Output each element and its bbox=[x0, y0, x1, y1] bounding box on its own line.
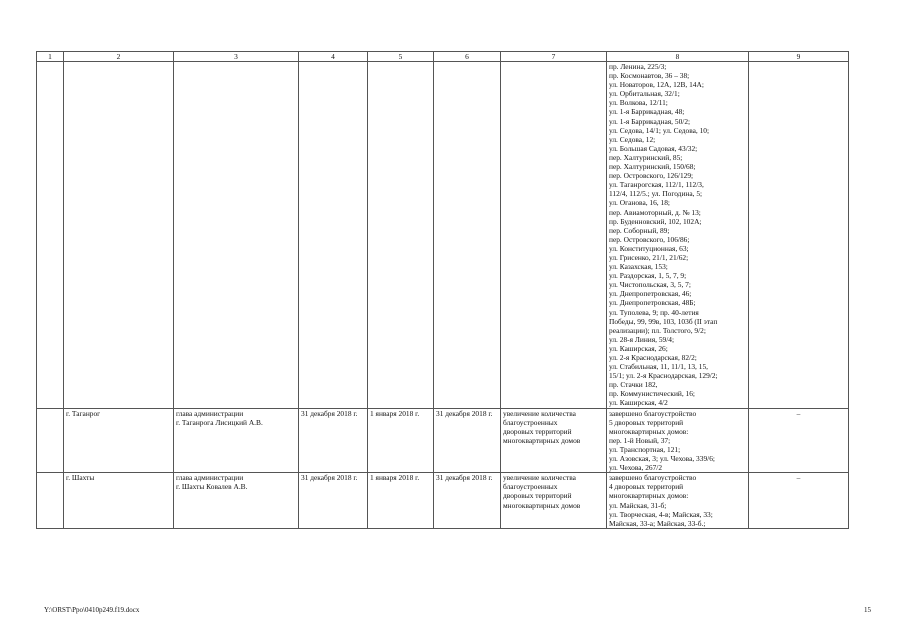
text-line: пер. Халтуринский, 85; bbox=[609, 152, 683, 162]
date-cell bbox=[299, 473, 368, 529]
text-line: 112/4, 112/5.; ул. Погодина, 5; bbox=[609, 189, 703, 199]
text-line: 31 декабря 2018 г. bbox=[301, 408, 358, 418]
cell bbox=[37, 62, 64, 409]
column-number: 5 bbox=[368, 52, 434, 62]
text-line: ул. Седова, 12; bbox=[609, 134, 656, 144]
table-row-taganrog bbox=[37, 408, 849, 473]
text-line: благоустроенных bbox=[503, 482, 558, 492]
text-line: пр. Космонавтов, 36 – 38; bbox=[609, 71, 690, 81]
text-line: ул. Каширская, 26; bbox=[609, 343, 668, 353]
date-cell bbox=[368, 408, 434, 473]
cell bbox=[37, 408, 64, 473]
text-line: г. Шахты Ковалев А.В. bbox=[176, 482, 248, 492]
text-line: пр. Стачки 182, bbox=[609, 380, 658, 390]
text-line: 31 декабря 2018 г. bbox=[436, 473, 493, 483]
text-line: дворовых территорий bbox=[503, 491, 572, 501]
text-line: завершено благоустройство bbox=[609, 408, 697, 418]
cell bbox=[749, 62, 849, 409]
text-line: ул. Казахская, 153; bbox=[609, 262, 668, 272]
column-number: 8 bbox=[607, 52, 749, 62]
text-line: 31 декабря 2018 г. bbox=[301, 473, 358, 483]
date-cell bbox=[434, 408, 501, 473]
text-line: Победы, 99, 99в, 103, 103б (II этап bbox=[609, 316, 718, 326]
text-line: благоустроенных bbox=[503, 417, 558, 427]
cell bbox=[368, 62, 434, 409]
column-number: 4 bbox=[299, 52, 368, 62]
text-line: увеличение количества bbox=[503, 408, 576, 418]
cell bbox=[64, 62, 174, 409]
text-line: пр. Буденновский, 102, 102А; bbox=[609, 216, 702, 226]
city-cell bbox=[64, 473, 174, 529]
text-line: ул. Чехова, 267/2 bbox=[609, 463, 663, 473]
text-line: ул. 1-я Баррикадная, 48; bbox=[609, 107, 685, 117]
data-table bbox=[36, 51, 849, 529]
text-line: Майская, 33-а; Майская, 33-б.; bbox=[609, 518, 706, 528]
text-line: ул. Азовская, 3; ул. Чехова, 339/6; bbox=[609, 454, 715, 464]
text-line: ул. 1-я Баррикадная, 50/2; bbox=[609, 116, 691, 126]
page-number: 15 bbox=[864, 606, 871, 614]
text-line: 5 дворовых территорий bbox=[609, 417, 684, 427]
text-line: ул. Туполева, 9; пр. 40-летия bbox=[609, 307, 699, 317]
text-line: реализации); пл. Толстого, 9/2; bbox=[609, 325, 706, 335]
text-line: ул. Днепропетровская, 48Б; bbox=[609, 298, 696, 308]
goal-cell bbox=[501, 473, 607, 529]
text-line: г. Таганрог bbox=[66, 408, 101, 418]
text-line: пер. Соборный, 89; bbox=[609, 225, 670, 235]
text-line: ул. Новаторов, 12А, 12В, 14А; bbox=[609, 80, 704, 90]
text-line: ул. Стабильная, 11, 11/1, 13, 15, bbox=[609, 362, 708, 372]
text-line: ул. Орбитальная, 32/1; bbox=[609, 89, 680, 99]
cell bbox=[434, 62, 501, 409]
text-line: пер. Халтуринский, 150/68; bbox=[609, 162, 696, 172]
text-line: ул. 2-я Краснодарская, 82/2; bbox=[609, 353, 697, 362]
text-line: ул. Конституционная, 63; bbox=[609, 243, 689, 253]
date-cell bbox=[368, 473, 434, 529]
text-line: пр. Ленина, 225/3; bbox=[609, 62, 667, 71]
text-line: г. Таганрога Лисицкий А.В. bbox=[176, 417, 263, 427]
text-line: завершено благоустройство bbox=[609, 473, 697, 483]
text-line: ул. Майская, 31-б; bbox=[609, 500, 667, 510]
text-line: многоквартирных домов bbox=[503, 435, 581, 445]
column-number: 3 bbox=[174, 52, 299, 62]
text-line: ул. Таганрогская, 112/1, 112/3, bbox=[609, 180, 704, 190]
text-line: 31 декабря 2018 г. bbox=[436, 408, 493, 418]
date-cell bbox=[299, 408, 368, 473]
text-line: г. Шахты bbox=[66, 473, 95, 483]
text-line: глава администрации bbox=[176, 473, 244, 483]
text-line: ул. Грисенко, 21/1, 21/62; bbox=[609, 252, 689, 262]
text-line: пер. 1-й Новый, 37; bbox=[609, 435, 671, 445]
text-line: глава администрации bbox=[176, 408, 244, 418]
column-number: 2 bbox=[64, 52, 174, 62]
column-number-row bbox=[37, 52, 849, 62]
text-line: ул. Раздорская, 1, 5, 7, 9; bbox=[609, 271, 687, 281]
column-number: 1 bbox=[37, 52, 64, 62]
city-cell bbox=[64, 408, 174, 473]
text-line: 1 января 2018 г. bbox=[370, 473, 420, 483]
text-line: ул. Каширская, 4/2 bbox=[609, 398, 668, 408]
dash-cell: – bbox=[749, 473, 849, 529]
cell bbox=[299, 62, 368, 409]
text-line: ул. 28-я Линия, 59/4; bbox=[609, 334, 675, 344]
text-line: ул. Оганова, 16, 18; bbox=[609, 198, 670, 208]
text-line: многоквартирных домов bbox=[503, 500, 581, 510]
text-line: 4 дворовых территорий bbox=[609, 482, 684, 492]
text-line: ул. Транспортная, 121; bbox=[609, 444, 681, 454]
table-row-continuation bbox=[37, 62, 849, 409]
table-row-shakhty bbox=[37, 473, 849, 529]
text-line: дворовых территорий bbox=[503, 426, 572, 436]
text-line: многоквартирных домов: bbox=[609, 491, 689, 501]
column-number: 7 bbox=[501, 52, 607, 62]
text-line: увеличение количества bbox=[503, 473, 576, 483]
column-number: 6 bbox=[434, 52, 501, 62]
text-line: ул. Чистопольская, 3, 5, 7; bbox=[609, 280, 691, 290]
footer-file-path: Y:\ORST\Ppo\0410p249.f19.docx bbox=[44, 606, 140, 614]
cell bbox=[174, 62, 299, 409]
text-line: ул. Волкова, 12/11; bbox=[609, 98, 668, 108]
cell bbox=[501, 62, 607, 409]
text-line: многоквартирных домов: bbox=[609, 426, 689, 436]
text-line: пер. Островского, 106/86; bbox=[609, 234, 690, 244]
column-number: 9 bbox=[749, 52, 849, 62]
result-cell bbox=[607, 408, 749, 473]
cell bbox=[37, 473, 64, 529]
text-line: ул. Днепропетровская, 46; bbox=[609, 289, 692, 299]
result-cell bbox=[607, 473, 749, 529]
text-line: пер. Островского, 126/129; bbox=[609, 171, 694, 181]
text-line: пр. Коммунистический, 16; bbox=[609, 389, 695, 399]
text-line: ул. Большая Садовая, 43/32; bbox=[609, 143, 698, 153]
dash-cell: – bbox=[749, 408, 849, 473]
text-line: 15/1; ул. 2-я Краснодарская, 129/2; bbox=[609, 371, 718, 381]
text-line: ул. Творческая, 4-в; Майская, 33; bbox=[609, 509, 713, 519]
text-line: 1 января 2018 г. bbox=[370, 408, 420, 418]
responsible-cell bbox=[174, 408, 299, 473]
date-cell bbox=[434, 473, 501, 529]
address-list-cell bbox=[607, 62, 749, 409]
goal-cell bbox=[501, 408, 607, 473]
responsible-cell bbox=[174, 473, 299, 529]
text-line: ул. Седова, 14/1; ул. Седова, 10; bbox=[609, 125, 710, 135]
text-line: пер. Авиамоторный, д. № 13; bbox=[609, 207, 701, 217]
